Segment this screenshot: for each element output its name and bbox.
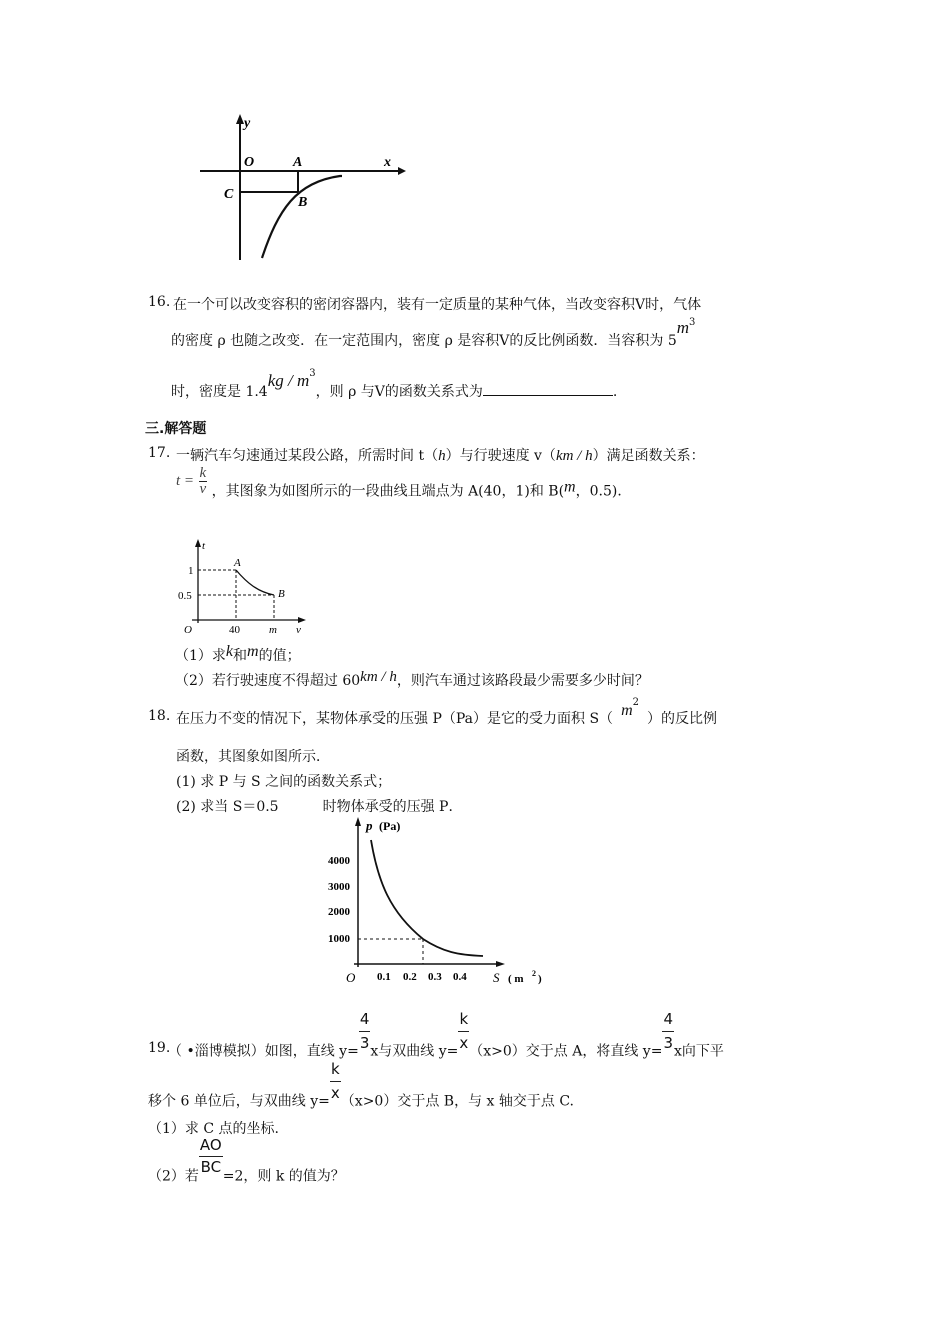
q19-frac-3b: 3: [663, 1034, 673, 1052]
label-o: O: [346, 970, 356, 985]
q16-line2: [171, 317, 696, 350]
label-t: t: [202, 540, 206, 552]
label-a: A: [234, 557, 241, 569]
q16-line2-text: 的密度 ρ 也随之改变．在一定范围内，密度 ρ 是容积V的反比例函数．当容积为 5: [171, 333, 677, 349]
q17-sub1-a: （1）求: [175, 648, 226, 664]
label-pa: (Pa): [379, 819, 401, 833]
q17-line1: [176, 445, 705, 465]
label-s-unit: ( m: [508, 973, 524, 985]
q17-line2-rest: ，0.5)．: [575, 483, 632, 500]
q17-line1-b: ）与行驶速度 v（: [445, 448, 556, 464]
q16-exp-3: 3: [689, 317, 696, 329]
q16-period: .: [612, 384, 618, 400]
q19-frac-k: k: [458, 1012, 469, 1032]
q17-frac-v: v: [199, 481, 207, 497]
label-x: x: [384, 155, 391, 170]
q16-exp-3b: 3: [309, 368, 316, 380]
tick-m: m: [269, 624, 277, 636]
x-axis-arrow-icon: [398, 167, 406, 175]
q17-line2-text: ，其图象为如图所示的一段曲线且端点为 A(40，1)和 B(: [211, 483, 565, 500]
q19-number: 19.: [148, 1040, 171, 1056]
figure-q15-graph: [190, 110, 410, 270]
q17-sub1: [175, 645, 301, 665]
q18-unit-m: m: [621, 702, 633, 719]
q19-frac-4-over-3-b: [662, 1012, 674, 1051]
q17-sub1-c: 的值；: [258, 648, 301, 664]
q17-unit-h: h: [438, 448, 446, 464]
q19-line1: [168, 1012, 724, 1061]
tick-2000: 2000: [328, 906, 350, 918]
q19-frac-3: 3: [359, 1034, 370, 1052]
label-a: A: [293, 155, 303, 170]
label-s-unit-close: ): [538, 973, 542, 985]
label-s-unit-exp: 2: [532, 969, 536, 978]
q16-line3-text: 时，密度是 1.4: [171, 384, 268, 400]
q17-sub1-b: 和: [233, 648, 248, 664]
q19-frac-4-over-3: [359, 1012, 371, 1051]
q19-frac-xb: x: [330, 1084, 340, 1102]
q17-line1-a: 一辆汽车匀速通过某段公路，所需时间 t（: [176, 448, 439, 464]
q19-xb: x: [673, 1043, 682, 1060]
q17-unit-kmh: km / h: [555, 448, 593, 464]
hyperbola-curve: [262, 176, 342, 258]
q19-sub2-b: =2，则 k 的值为？: [222, 1168, 345, 1185]
q18-line1: [176, 697, 717, 728]
q18-exp-2: 2: [632, 697, 639, 709]
pressure-curve: [371, 840, 483, 956]
q17-fraction-k-over-v: [199, 466, 208, 497]
label-p: p: [366, 818, 373, 833]
q18-number: 18.: [148, 708, 171, 724]
tick-0-3: 0.3: [428, 971, 442, 983]
tick-4000: 4000: [328, 855, 350, 867]
q19-frac-4b: 4: [662, 1012, 674, 1032]
q19-frac-k-over-x-b: [330, 1062, 341, 1101]
tick-3000: 3000: [328, 881, 350, 893]
q19-frac-4: 4: [359, 1012, 371, 1032]
y-axis-arrow-icon: [236, 114, 244, 124]
q18-line1-b: ）的反比例: [647, 711, 717, 727]
section-3-heading: 三.解答题: [145, 421, 207, 437]
q17-sub2-a: （2）若行驶速度不得超过 60: [175, 673, 361, 689]
q19-frac-ao-over-bc: [199, 1138, 223, 1175]
q19-line1-a: （ •淄博模拟）如图，直线 y=: [168, 1043, 359, 1060]
q18-sub1: (1) 求 P 与 S 之间的函数关系式；: [176, 774, 392, 790]
curve-ab: [236, 570, 274, 595]
q17-frac-k: k: [199, 465, 207, 481]
q19-frac-ao: AO: [199, 1138, 223, 1157]
tick-0-5: 0.5: [178, 590, 192, 602]
q17-sub2-b: ，则汽车通过该路段最少需要多少时间？: [396, 673, 649, 689]
label-b: B: [298, 195, 308, 210]
label-o: O: [184, 624, 192, 636]
tick-1000: 1000: [328, 933, 350, 945]
q16-unit-m: m: [676, 318, 690, 337]
q19-line1-b: 与双曲线 y=: [378, 1043, 459, 1060]
q17-line1-c: ）满足函数关系：: [592, 448, 705, 464]
p-axis-arrow-icon: [355, 817, 361, 826]
q19-line2-b: （x>0）交于点 B，与 x 轴交于点 C.: [340, 1093, 574, 1110]
v-axis-arrow-icon: [298, 617, 306, 623]
tick-0-4: 0.4: [453, 971, 467, 983]
q19-sub2-a: （2）若: [148, 1168, 199, 1185]
q16-unit-kg: kg / m: [267, 371, 310, 390]
label-y: y: [244, 116, 251, 131]
tick-40: 40: [229, 624, 240, 636]
t-axis-arrow-icon: [195, 539, 201, 547]
label-o: O: [244, 155, 255, 170]
q17-t-eq: t =: [176, 473, 195, 489]
figure-q17-graph: [172, 535, 322, 640]
q16-line1: 在一个可以改变容积的密闭容器内，装有一定质量的某种气体，当改变容积V时，气体: [173, 297, 702, 313]
q17-sub1-k: k: [225, 643, 234, 660]
q19-frac-x: x: [459, 1034, 469, 1052]
label-c: C: [224, 187, 234, 202]
q18-line2: 函数，其图象如图所示．: [176, 749, 330, 765]
q17-line2: [176, 466, 631, 501]
q18-line1-a: 在压力不变的情况下，某物体承受的压强 P（Pa）是它的受力面积 S（: [176, 711, 614, 727]
q18-sub2-b: 时物体承受的压强 P．: [322, 799, 463, 815]
q16-line3-rest: ，则 ρ 与V的函数关系式为: [315, 384, 483, 400]
q17-number: 17.: [148, 445, 171, 461]
q19-frac-bc: BC: [200, 1158, 222, 1176]
q19-sub1: （1）求 C 点的坐标.: [148, 1121, 279, 1137]
q16-answer-blank[interactable]: [483, 383, 613, 396]
q18-sub2-a: (2) 求当 S＝0.5: [176, 799, 279, 815]
figure-q18-graph: [318, 812, 558, 990]
q19-line1-d: 向下平: [681, 1043, 724, 1060]
q19-line1-c: （x>0）交于点 A，将直线 y=: [469, 1043, 663, 1060]
q17-sub2-kmh: km / h: [360, 669, 397, 685]
tick-1: 1: [188, 565, 194, 577]
label-v: v: [296, 624, 301, 636]
q19-frac-kb: k: [330, 1062, 341, 1082]
label-b: B: [278, 588, 285, 600]
q19-x: x: [370, 1043, 379, 1060]
q19-line2: [148, 1062, 574, 1111]
tick-0-1: 0.1: [377, 971, 391, 983]
q19-line2-a: 移个 6 单位后，与双曲线 y=: [148, 1093, 330, 1110]
q16-line3: [171, 368, 618, 401]
s-axis-arrow-icon: [496, 961, 505, 967]
tick-0-2: 0.2: [403, 971, 417, 983]
q16-number: 16.: [148, 294, 171, 310]
q17-m: m: [564, 478, 576, 496]
label-s: S: [493, 970, 500, 985]
q19-frac-k-over-x: [458, 1012, 469, 1051]
q19-sub2: [148, 1138, 345, 1186]
q17-sub1-m: m: [247, 643, 259, 660]
q17-sub2: [175, 670, 649, 690]
